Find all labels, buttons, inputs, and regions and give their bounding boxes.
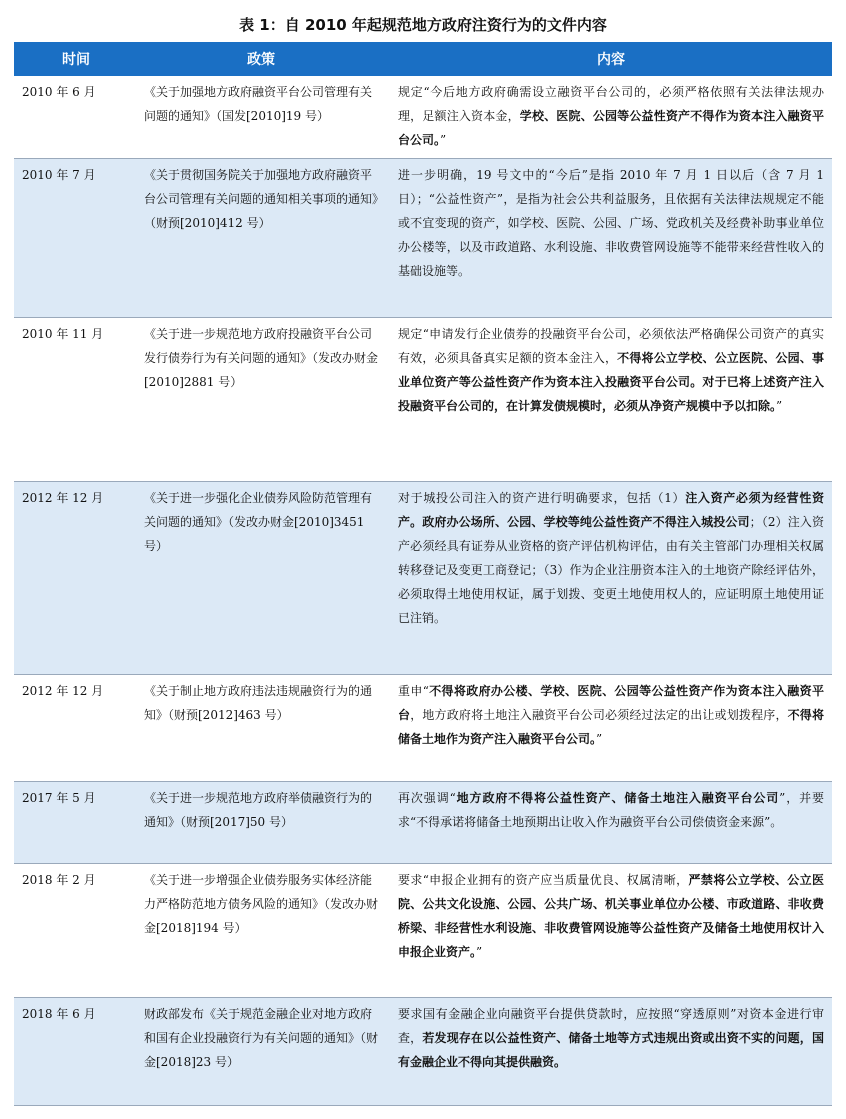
- content-text: 对于城投公司注入的资产进行明确要求，包括（1）: [398, 491, 686, 505]
- cell-content: [384, 868, 832, 997]
- cell-policy: 《关于贯彻国务院关于加强地方政府融资平台公司管理有关问题的通知相关事项的通知》（财预[2010]412 号）: [144, 168, 379, 230]
- emphasis-text: 注入资产必须为经营性资产。政府办公场所、公园、学校等纯公益性资产不得注入城投公司: [398, 491, 824, 529]
- cell-policy: 《关于加强地方政府融资平台公司管理有关问题的通知》（国发[2010]19 号）: [144, 85, 373, 123]
- content-text: 规定“申请发行企业债券的投融资平台公司，必须依法严格确保公司资产的真实有效，必须具备真实足额的资本金注入，: [398, 327, 824, 365]
- content-text: ，地方政府将土地注入融资平台公司必须经过法定的出让或划拨程序，: [410, 708, 788, 722]
- cell-time: 2018 年 2 月: [22, 873, 96, 887]
- emphasis-text: 若发现存在以公益性资产、储备土地等方式违规出资或出资不实的问题，国有金融企业不得向其提供融资。: [398, 1031, 824, 1069]
- content-text: ”: [476, 945, 483, 959]
- content-text: 规定“今后地方政府确需设立融资平台公司的，必须严格依照有关法律法规办理，足额注入资本金，: [398, 85, 824, 123]
- emphasis-text: 不得将储备土地作为资产注入融资平台公司。: [398, 708, 824, 746]
- cell-content: [384, 322, 832, 481]
- table-title: 表 1：自 2010 年起规范地方政府注资行为的文件内容: [239, 16, 607, 34]
- emphasis-text: 不得将公立学校、公立医院、公园、事业单位资产等公益性资产作为资本注入投融资平台公司。对于已将上述资产注入投融资平台公司的，在计算发债规模时，必须从净资产规模中予以扣除。: [398, 351, 824, 413]
- content-text: ”: [776, 399, 783, 413]
- table-row: [14, 675, 832, 782]
- content-text: ”: [596, 732, 603, 746]
- content-text: ”: [440, 133, 447, 147]
- cell-policy: 财政部发布《关于规范金融企业对地方政府和国有企业投融资行为有关问题的通知》（财金[2018]23 号）: [144, 1007, 379, 1069]
- table-row: [14, 318, 832, 482]
- cell-policy: 《关于进一步强化企业债券风险防范管理有关问题的通知》（发改办财金[2010]3451 号）: [144, 491, 373, 553]
- content-text: 要求国有金融企业向融资平台提供贷款时，应按照“穿透原则”对资本金进行审查，: [398, 1007, 824, 1045]
- cell-policy: 《关于进一步增强企业债券服务实体经济能力严格防范地方债务风险的通知》（发改办财金[2018]194 号）: [144, 873, 379, 935]
- table-row: [14, 782, 832, 864]
- cell-time: 2012 年 12 月: [22, 491, 104, 505]
- content-text: 重申“: [398, 684, 429, 698]
- cell-policy: 《关于制止地方政府违法违规融资行为的通知》（财预[2012]463 号）: [144, 684, 373, 722]
- cell-time: 2010 年 11 月: [22, 327, 104, 341]
- policy-table: [14, 42, 832, 1106]
- table-row: [14, 864, 832, 998]
- table-row: [14, 159, 832, 318]
- header-time: 时间: [62, 52, 90, 68]
- table-row: [14, 998, 832, 1106]
- cell-time: 2018 年 6 月: [22, 1007, 96, 1021]
- table-row: [14, 482, 832, 675]
- cell-content: [384, 1002, 832, 1105]
- cell-time: 2010 年 6 月: [22, 85, 96, 99]
- cell-time: 2017 年 5 月: [22, 791, 96, 805]
- content-text: ”，并要求“不得承诺将储备土地预期出让收入作为融资平台公司偿债资金来源”。: [398, 791, 824, 829]
- cell-content: [384, 786, 832, 863]
- header-content: 内容: [597, 52, 625, 68]
- content-text: 要求“申报企业拥有的资产应当质量优良、权属清晰，: [398, 873, 689, 887]
- content-text: ；（2）注入资产必须经具有证券从业资格的资产评估机构评估，由有关主管部门办理相关权属转移登记及变更工商登记；（3）作为企业注册资本注入的土地资产除经评估外，必须取得土地使用权证，属于划拨、变更土地使用权人的，应证明原土地使用证已注销。: [398, 515, 824, 625]
- table-row: [14, 76, 832, 159]
- cell-time: 2012 年 12 月: [22, 684, 104, 698]
- emphasis-text: 不得将政府办公楼、学校、医院、公园等公益性资产作为资本注入融资平台: [398, 684, 824, 722]
- cell-time: 2010 年 7 月: [22, 168, 96, 182]
- emphasis-text: 严禁将公立学校、公立医院、公共文化设施、公园、公共广场、机关事业单位办公楼、市政道路、非收费桥梁、非经营性水利设施、非收费管网设施等公益性资产及储备土地使用权计入申报企业资产。: [398, 873, 824, 959]
- content-text: 进一步明确，19 号文中的“今后”是指 2010 年 7 月 1 日以后（含 7 月 1 日）；“公益性资产”，是指为社会公共利益服务，且依据有关法律法规规定不能或不宜变现的资产，如学校、医院、公园、广场、党政机关及经费补助事业单位办公楼等，以及市政道路、水利设施、非收费管网设施等不能带来经营性收入的基础设施等。: [398, 168, 824, 278]
- cell-policy: 《关于进一步规范地方政府举债融资行为的通知》（财预[2017]50 号）: [144, 791, 373, 829]
- cell-content: [384, 679, 832, 781]
- cell-policy: 《关于进一步规范地方政府投融资平台公司发行债券行为有关问题的通知》（发改办财金[2010]2881 号）: [144, 327, 379, 389]
- header-policy: 政策: [247, 52, 275, 68]
- emphasis-text: 地方政府不得将公益性资产、储备土地注入融资平台公司: [455, 791, 780, 805]
- emphasis-text: 学校、医院、公园等公益性资产不得作为资本注入融资平台公司。: [398, 109, 824, 147]
- content-text: 再次强调“: [398, 791, 456, 805]
- table-header: [14, 42, 832, 76]
- cell-content: [384, 486, 832, 674]
- cell-content: [384, 80, 832, 158]
- cell-content: [384, 163, 832, 317]
